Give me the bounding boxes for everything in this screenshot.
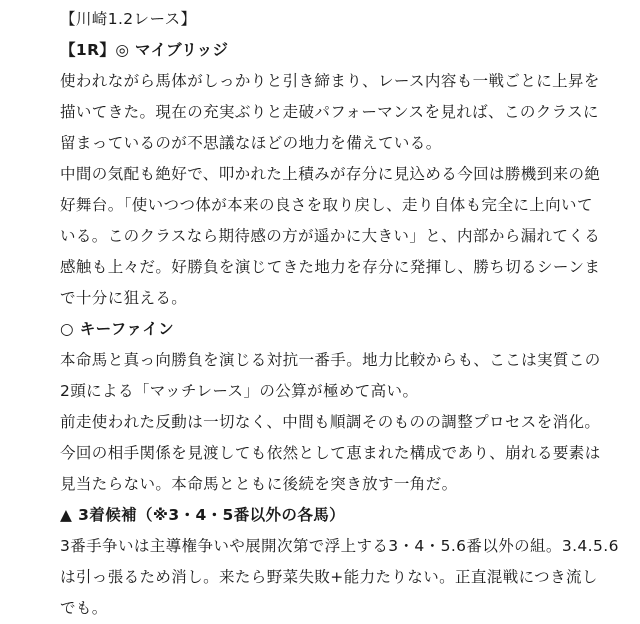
paragraph-line: 見当たらない。本命馬とともに後続を突き放す一角だ。 (60, 475, 458, 493)
paragraph-line: 3番手争いは主導権争いや展開次第で浮上する3・4・5.6番以外の組。3.4.5.6 (60, 537, 619, 555)
paragraph-line: いる。このクラスなら期待感の方が遥かに大きい」と、内部から漏れてくる (60, 227, 601, 245)
paragraph-line: 今回の相手関係を見渡しても依然として恵まれた構成であり、崩れる要素は (60, 444, 601, 462)
paragraph-line: 本命馬と真っ向勝負を演じる対抗一番手。地力比較からも、ここは実質この (60, 351, 601, 369)
paragraph-line: 感触も上々だ。好勝負を演じてきた地力を存分に発揮し、勝ち切るシーンま (60, 258, 601, 276)
paragraph-line: 2頭による「マッチレース」の公算が極めて高い。 (60, 382, 419, 400)
paragraph-line: 好舞台。「使いつつ体が本来の良さを取り戻し、走り自体も完全に上向いて (60, 196, 593, 214)
paragraph-line: 使われながら馬体がしっかりと引き締まり、レース内容も一戦ごとに上昇を (60, 72, 600, 90)
paragraph-line: で十分に狙える。 (60, 289, 188, 307)
section-heading-taikou: ○ キーファイン (60, 320, 175, 338)
paragraph-line: 留まっているのが不思議なほどの地力を備えている。 (60, 134, 442, 152)
section-heading-honmei: 【1R】◎ マイブリッジ (60, 41, 229, 59)
race-header: 【川崎1.2レース】 (60, 10, 197, 28)
paragraph-line: 中間の気配も絶好で、叩かれた上積みが存分に見込める今回は勝機到来の絶 (60, 165, 601, 183)
section-heading-third-candidate: ▲ 3着候補（※3・4・5番以外の各馬） (60, 506, 346, 524)
paragraph-line: は引っ張るため消し。来たら野菜失敗+能力たりない。正直混戦につき流し (60, 568, 598, 586)
paragraph-line: 前走使われた反動は一切なく、中間も順調そのものの調整プロセスを消化。 (60, 413, 601, 431)
paragraph-line: でも。 (60, 599, 108, 617)
paragraph-line: 描いてきた。現在の充実ぶりと走破パフォーマンスを見れば、このクラスに (60, 103, 599, 121)
